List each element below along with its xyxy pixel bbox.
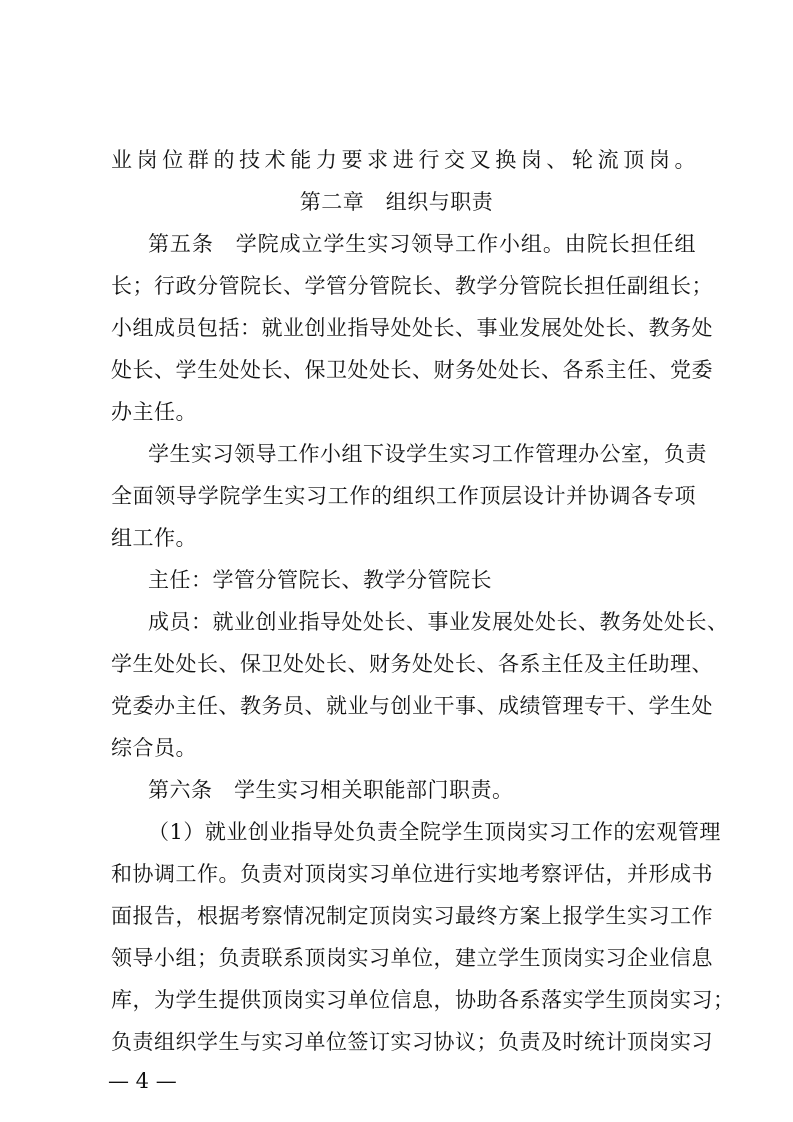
- text-line-16: 第六条 学生实习相关职能部门职责。: [148, 778, 514, 802]
- text-line-3: 第五条 学院成立学生实习领导工作小组。由院长担任组: [148, 232, 696, 256]
- text-line-1: 业岗位群的技术能力要求进行交叉换岗、轮流顶岗。: [111, 148, 696, 172]
- text-line-19: 面报告，根据考察情况制定顶岗实习最终方案上报学生实习工作: [111, 904, 713, 928]
- text-line-5: 小组成员包括：就业创业指导处处长、事业发展处处长、教务处: [111, 316, 713, 340]
- text-line-22: 负责组织学生与实习单位签订实习协议；负责及时统计顶岗实习: [111, 1030, 713, 1054]
- text-line-18: 和协调工作。负责对顶岗实习单位进行实地考察评估，并形成书: [111, 862, 713, 886]
- text-line-20: 领导小组；负责联系顶岗实习单位，建立学生顶岗实习企业信息: [111, 946, 713, 970]
- text-line-21: 库，为学生提供顶岗实习单位信息，协助各系落实学生顶岗实习；: [111, 988, 735, 1012]
- text-line-9: 全面领导学院学生实习工作的组织工作顶层设计并协调各专项: [111, 484, 696, 508]
- text-line-4: 长；行政分管院长、学管分管院长、教学分管院长担任副组长；: [111, 274, 713, 298]
- text-line-11: 主任：学管分管院长、教学分管院长: [148, 568, 492, 592]
- chapter-heading: 第二章 组织与职责: [299, 190, 494, 214]
- text-line-12: 成员：就业创业指导处处长、事业发展处处长、教务处处长、: [148, 610, 729, 634]
- text-line-15: 综合员。: [111, 736, 197, 760]
- text-line-14: 党委办主任、教务员、就业与创业干事、成绩管理专干、学生处: [111, 694, 713, 718]
- text-line-17: （1）就业创业指导处负责全院学生顶岗实习工作的宏观管理: [148, 820, 721, 844]
- page-number: — 4 —: [108, 1069, 177, 1093]
- text-line-7: 办主任。: [111, 400, 197, 424]
- text-line-8: 学生实习领导工作小组下设学生实习工作管理办公室，负责: [148, 442, 707, 466]
- text-line-13: 学生处处长、保卫处处长、财务处处长、各系主任及主任助理、: [111, 652, 713, 676]
- text-line-10: 组工作。: [111, 526, 197, 550]
- text-line-6: 处长、学生处处长、保卫处处长、财务处处长、各系主任、党委: [111, 358, 713, 382]
